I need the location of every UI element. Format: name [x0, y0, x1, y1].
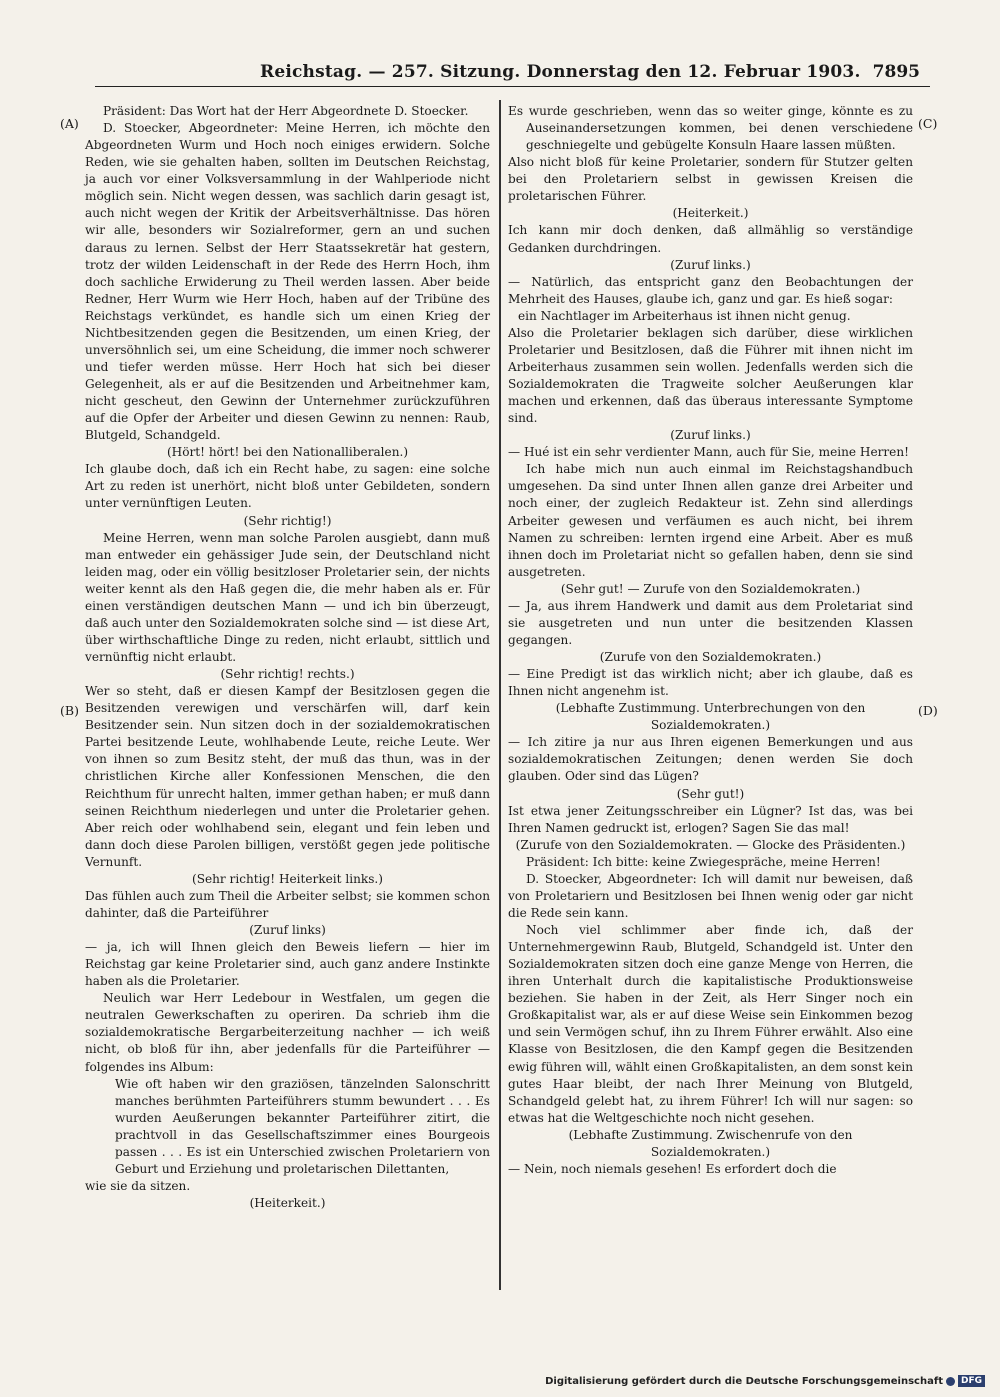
interjection: (Sehr richtig!): [243, 513, 332, 528]
paragraph: Das fühlen auch zum Theil die Arbeiter selbst; sie kommen schon dahinter, daß die Parteiführer: [85, 888, 490, 920]
interjection: (Sehr gut! — Zurufe von den Sozialdemokraten.): [560, 581, 861, 596]
paragraph: Präsident: Das Wort hat der Herr Abgeordnete D. Stoecker.: [103, 104, 469, 118]
margin-marker-a: (A): [60, 116, 79, 131]
block-quote: ein Nachtlager im Arbeiterhaus ist ihnen nicht genug.: [518, 308, 851, 323]
paragraph: wie sie da sitzen.: [85, 1178, 191, 1193]
interjection: (Hört! hört! bei den Nationalliberalen.): [166, 445, 409, 460]
paragraph: Wer so steht, daß er diesen Kampf der Besitzlosen gegen die Besitzenden verewigen und verschärfen will, darf kein Besitzender sein. Nun sitzen doch in der sozialdemokratischen Partei besitzende Leute, wohlhabende Leute, reiche Leute. Wer von ihnen so zum Besitz steht, der muß das thun, was in der christlichen Kirche aller Konfessionen Menschen, die den Reichthum für unrecht halten, immer gethan haben; er muß dann seinen Reichthum niederlegen und unter die Proletarier gehen. Aber reich oder wohlhabend sein, elegant und fein leben und dann doch diese Parolen billigen, verstößt gegen jede politische Vernunft.: [85, 684, 490, 869]
page-number: 7895: [872, 62, 920, 82]
column-divider: [499, 100, 501, 1290]
interjection: (Lebhafte Zustimmung. Unterbrechungen von den Sozialdemokraten.): [555, 701, 866, 733]
paragraph: Meine Herren, wenn man solche Parolen ausgiebt, dann muß man entweder ein gehässiger Jude sein, der Deutschland nicht leiden mag, oder ein völlig besitzloser Proletarier sein, der nichts weiter kennt als den Haß gegen die, die mehr haben als er. Für einen verständigen deutschen Mann — und ich bin überzeugt, daß auch unter den Sozialdemokraten solche sind — ist diese Art, über wirthschaftliche Dinge zu reden, nicht erlaubt, sittlich und vernünftig nicht erlaubt.: [85, 530, 490, 664]
margin-marker-d: (D): [918, 703, 938, 718]
paragraph: — Ja, aus ihrem Handwerk und damit aus dem Proletariat sind sie ausgetreten und nun unter die besitzenden Klassen gegangen.: [508, 598, 913, 647]
interjection: (Heiterkeit.): [672, 206, 749, 221]
dfg-logo: DFG: [958, 1375, 985, 1387]
margin-marker-c: (C): [918, 116, 938, 131]
interjection: (Zurufe von den Sozialdemokraten. — Glocke des Präsidenten.): [515, 837, 906, 852]
paragraph: — Ich zitire ja nur aus Ihren eigenen Bemerkungen und aus sozialdemokratischen Zeitungen; denen werden Sie doch glauben. Oder sind das Lügen?: [508, 735, 913, 784]
interjection: (Lebhafte Zustimmung. Zwischenrufe von den Sozialdemokraten.): [568, 1127, 853, 1159]
paragraph: Ist etwa jener Zeitungsschreiber ein Lügner? Ist das, was bei Ihren Namen gedruckt ist, erlogen? Sagen Sie das mal!: [508, 803, 913, 835]
paragraph: — Hué ist ein sehr verdienter Mann, auch für Sie, meine Herren!: [508, 445, 909, 460]
paragraph: Ich glaube doch, daß ich ein Recht habe, zu sagen: eine solche Art zu reden ist unerhört, nicht bloß unter Gebildeten, sondern unter vernünftigen Leuten.: [85, 462, 490, 511]
footer-text: Digitalisierung gefördert durch die Deutsche Forschungsgemeinschaft: [545, 1375, 943, 1387]
block-quote: Wie oft haben wir den graziösen, tänzelnden Salonschritt manches berühmten Parteiführers stumm bewundert . . . Es wurden Aeußerungen bekannter Parteiführer zitirt, die prachtvoll in das Gesellschaftszimmer eines Bourgeois passen . . . Es ist ein Unterschied zwischen Proletariern von Geburt und Erziehung und proletarischen Dilettanten,: [115, 1076, 490, 1176]
paragraph: — Nein, noch niemals gesehen! Es erfordert doch die: [508, 1161, 837, 1176]
header-title: Reichstag. — 257. Sitzung. Donnerstag den 12. Februar 1903.: [260, 62, 861, 82]
paragraph: — Eine Predigt ist das wirklich nicht; aber ich glaube, daß es Ihnen nicht angenehm ist.: [508, 667, 913, 699]
interjection: (Zuruf links.): [670, 257, 751, 272]
paragraph: Neulich war Herr Ledebour in Westfalen, um gegen die neutralen Gewerkschaften zu operiren. Da schrieb ihm die sozialdemokratische Bergarbeiterzeitung nachher — ich weiß nicht, ob bloß für ihn, aber jedenfalls für die Parteiführer — folgendes ins Album:: [85, 991, 490, 1074]
paragraph: D. Stoecker, Abgeordneter: Meine Herren, ich möchte den Abgeordneten Wurm und Hoch noch einiges erwidern. Solche Reden, wie sie gehalten haben, sollten im Deutschen Reichstag, ja auch vor einer Volksversammlung in der Wahlperiode nicht möglich sein. Nicht wegen dessen, was sachlich darin gesagt ist, auch nicht wegen der Kritik der Arbeitsverhältnisse. Das hören wir alle, besonders wir Sozialreformer, gern an und suchen daraus zu lernen. Selbst der Herr Staatssekretär hat gestern, trotz der wilden Leidenschaft in der Rede des Herrn Hoch, ihm doch sachliche Erwiderung zu Theil werden lassen. Aber beide Redner, Herr Wurm wie Herr Hoch, haben auf der Tribüne des Reichstags verkündet, es handle sich um einen Krieg der Nichtbesitzenden gegen die Besitzenden, um einen Krieg, der unversöhnlich sei, um eine Scheidung, die immer noch schwerer und tiefer werden müsse. Herr Hoch hat sich bei dieser Gelegenheit, als er auf die Besitzenden und Arbeitnehmer kam, nicht gescheut, den Gewinn der Unternehmer zurückzuführen auf die Opfer der Arbeiter und diesen Gewinn zu nennen: Raub, Blutgeld, Schandgeld.: [85, 121, 490, 443]
left-column: [85, 103, 490, 1212]
interjection: (Sehr richtig! Heiterkeit links.): [191, 871, 383, 886]
interjection: (Sehr richtig! rechts.): [220, 667, 355, 682]
paragraph: Noch viel schlimmer aber finde ich, daß der Unternehmergewinn Raub, Blutgeld, Schandgeld ist. Unter den Sozialdemokraten sitzen doch eine ganze Menge von Herren, die ihren Unterhalt durch die kapitalistische Produktionsweise beziehen. Sie haben in der Zeit, als Herr Singer noch ein Großkapitalist war, als er auf diese Weise sein Einkommen bezog und sein Vermögen schuf, ihn zu Ihrem Führer erwählt. Also eine Klasse von Besitzlosen, die den Kampf gegen die Besitzenden ewig führen will, wählt einen Großkapitalisten, an dem sonst kein gutes Haar bleibt, der nach Ihrer Meinung von Blutgeld, Schandgeld gelebt hat, zu ihrem Führer! Ich will nur sagen: so etwas hat die Weltgeschichte noch nicht gesehen.: [508, 923, 913, 1125]
footer-credit: [545, 1375, 985, 1387]
interjection: (Zuruf links): [249, 923, 326, 937]
paragraph: Ich kann mir doch denken, daß allmählig so verständige Gedanken durchdringen.: [508, 223, 913, 255]
paragraph: — Natürlich, das entspricht ganz den Beobachtungen der Mehrheit des Hauses, glaube ich, ganz und gar. Es hieß sogar:: [508, 274, 913, 306]
paragraph: Also die Proletarier beklagen sich darüber, diese wirklichen Proletarier und Besitzlosen, daß die Führer mit ihnen nicht im Arbeiterhaus zusammen sein wollen. Jedenfalls werden sich die Sozialdemokraten die Tragweite solcher Aeußerungen klar machen und erkennen, daß das überaus interessante Symptome sind.: [508, 325, 913, 426]
interjection: (Zurufe von den Sozialdemokraten.): [599, 650, 822, 664]
dfg-logo-icon: [946, 1377, 955, 1386]
right-column: [508, 103, 913, 1178]
page-header: [95, 62, 930, 87]
paragraph: Also nicht bloß für keine Proletarier, sondern für Stutzer gelten bei den Proletariern selbst in gewissen Kreisen die proletarischen Führer.: [508, 155, 913, 204]
paragraph: Ich habe mich nun auch einmal im Reichstagshandbuch umgesehen. Da sind unter Ihnen allen ganze drei Arbeiter und noch einer, der zugleich Redakteur ist. Zehn sind allerdings Arbeiter gewesen und verfäumen es auch nicht, bei ihrem Namen zu schreiben: lernten irgend eine Arbeit. Aber es muß ihnen doch im Proletariat nicht so gefallen haben, denn sie sind ausgetreten.: [508, 462, 913, 579]
block-quote: Es wurde geschrieben, wenn das so weiter ginge, könnte es zu Auseinandersetzungen kommen, bei denen verschiedene geschniegelte und gebügelte Konsuln Haare lassen müßten.: [508, 104, 913, 153]
interjection: (Zuruf links.): [670, 428, 751, 443]
interjection: (Heiterkeit.): [249, 1196, 326, 1210]
paragraph: D. Stoecker, Abgeordneter: Ich will damit nur beweisen, daß von Proletariern und Besitzlosen bei Ihnen wenig oder gar nicht die Rede sein kann.: [508, 871, 913, 920]
margin-marker-b: (B): [60, 703, 79, 718]
paragraph: — ja, ich will Ihnen gleich den Beweis liefern — hier im Reichstag gar keine Proletarier sind, auch ganz andere Instinkte haben als die Proletarier.: [85, 940, 490, 989]
paragraph: Präsident: Ich bitte: keine Zwiegespräche, meine Herren!: [526, 854, 881, 869]
interjection: (Sehr gut!): [676, 786, 745, 801]
